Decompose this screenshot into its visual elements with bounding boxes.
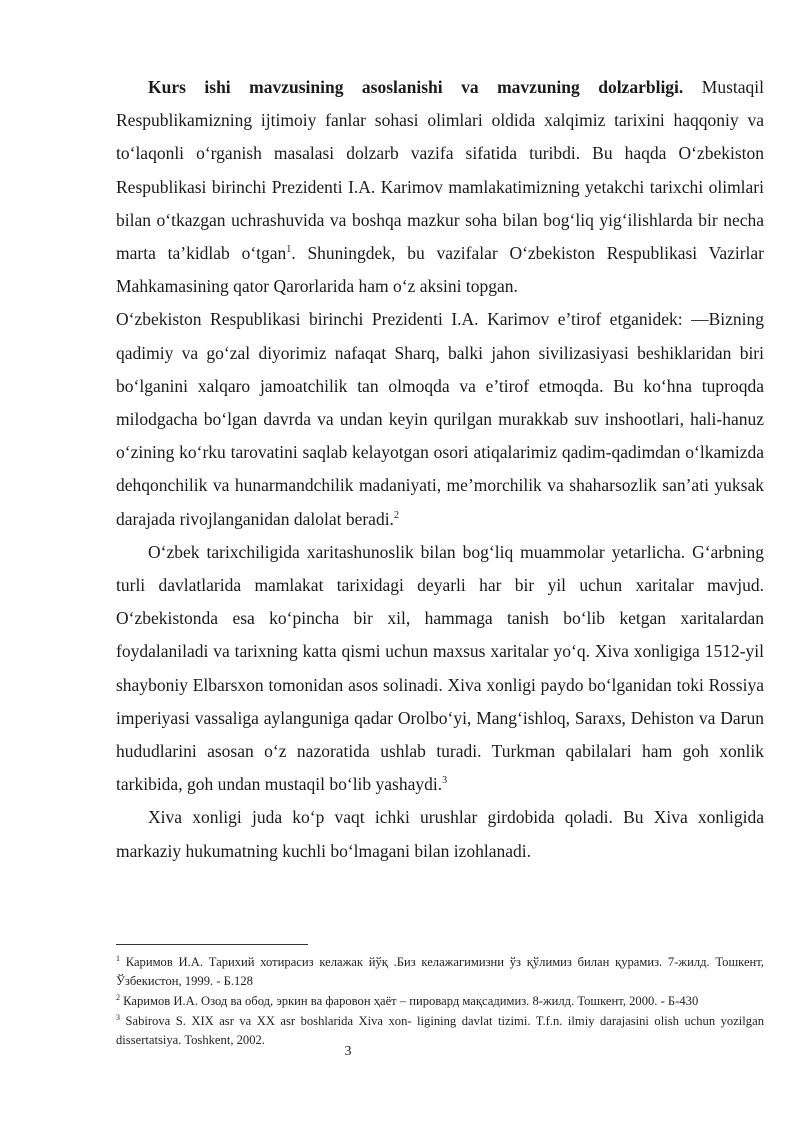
paragraph-4	[116, 801, 764, 867]
footnote-3	[116, 1012, 764, 1050]
paragraph-3	[116, 536, 764, 802]
paragraph-4-text: Xiva xonligi juda ko‘p vaqt ichki urushlar girdobida qoladi. Bu Xiva xonligida markaziy hukumatning kuchli bo‘lmagani bilan izohlanadi.	[116, 807, 764, 861]
footnote-text: Sabirova S. XIX asr va XX asr boshlarida Xiva xon- ligining davlat tizimi. T.f.n. ilmiy darajasini olish uchun yozilgan dissertatsiya. Toshkent, 2002.	[116, 1014, 764, 1047]
paragraph-2-text: O‘zbekiston Respublikasi birinchi Prezidenti I.A. Karimov e’tirof etganidek: ―Bizning qadimiy va go‘zal diyorimiz nafaqat Sharq, balki jahon sivilizasiyasi beshiklaridan biri bo‘lganini xalqaro jamoatchilik tan olmoqda va e’tirof etmoqda. Bu ko‘hna tuproqda milodgacha bo‘lgan davrda va undan keyin qurilgan murakkab suv inshootlari, hali-hanuz o‘zining ko‘rku tarovatini saqlab kelayotgan osori atiqalarimiz qadim-qadimdan o‘lkamizda dehqonchilik va hunarmandchilik madaniyati, me’morchilik va shaharsozlik san’ati yuksak darajada rivojlanganidan dalolat beradi.	[116, 309, 764, 529]
footnote-text: Каримов И.А. Озод ва обод, эркин ва фаровон ҳаёт – пировард мақсадимиз. 8-жилд. Тошкент, 2000. - Б-430	[120, 994, 699, 1008]
paragraph-1	[116, 71, 764, 303]
page-number: 3	[344, 1044, 352, 1059]
paragraph-1-text-a: Mustaqil Respublikamizning ijtimoiy fanlar sohasi olimlari oldida xalqimiz tarixini haqqoniy va to‘laqonli o‘rganish masalasi dolzarb vazifa sifatida turibdi. Bu haqda O‘zbekiston Respublikasi birinchi Prezidenti I.A. Karimov mamlakatimizning yetakchi tarixchi olimlari bilan o‘tkazgan uchrashuvida va boshqa mazkur soha bilan bog‘liq yig‘ilishlarda bir necha marta ta’kidlab o‘tgan	[116, 77, 764, 264]
body-text	[116, 71, 764, 868]
paragraph-1-text-b: . Shuningdek, bu vazifalar O‘zbekiston Respublikasi Vazirlar Mahkamasining qator Qarorlarida ham o‘z aksini topgan.	[116, 243, 764, 297]
footnote-marker: 2	[116, 992, 120, 1002]
footnote-marker: 1	[116, 953, 120, 963]
footnote-ref-2[interactable]: 2	[393, 509, 399, 521]
footnote-marker: 3	[116, 1012, 120, 1022]
footnote-separator	[116, 944, 308, 945]
footnote-ref-1[interactable]: 1	[286, 244, 292, 256]
paragraph-3-text: O‘zbek tarixchiligida xaritashunoslik bilan bog‘liq muammolar yetarlicha. G‘arbning turli davlatlarida mamlakat tarixidagi deyarli har bir yil uchun xaritalar mavjud. O‘zbekistonda esa ko‘pincha bir xil, hammaga tanish bo‘lib ketgan xaritalardan foydalaniladi va tarixning katta qismi uchun maxsus xaritalar yo‘q. Xiva xonligiga 1512-yil shayboniy Elbarsxon tomonidan asos solinadi. Xiva xonligi paydo bo‘lganidan toki Rossiya imperiyasi vassaliga aylanguniga qadar Orolbo‘yi, Mang‘ishloq, Saraxs, Dehiston va Darun hududlarini asosan o‘z nazoratida ushlab turadi. Turkman qabilalari ham goh xonlik tarkibida, goh undan mustaqil bo‘lib yashaydi.	[116, 541, 764, 795]
footnote-1	[116, 953, 764, 991]
footnotes	[116, 953, 764, 1051]
footnote-ref-3[interactable]: 3	[442, 775, 448, 787]
footnote-text: Каримов И.А. Тарихий хотирасиз келажак йўқ .Биз келажагимизни ўз қўлимиз билан қурамиз. 7-жилд. Тошкент, Ўзбекистон, 1999. - Б.128	[116, 955, 764, 988]
section-heading: Kurs ishi mavzusining asoslanishi va mavzuning dolzarbligi.	[148, 77, 684, 97]
footnote-2	[116, 992, 764, 1011]
paragraph-2	[116, 303, 764, 535]
